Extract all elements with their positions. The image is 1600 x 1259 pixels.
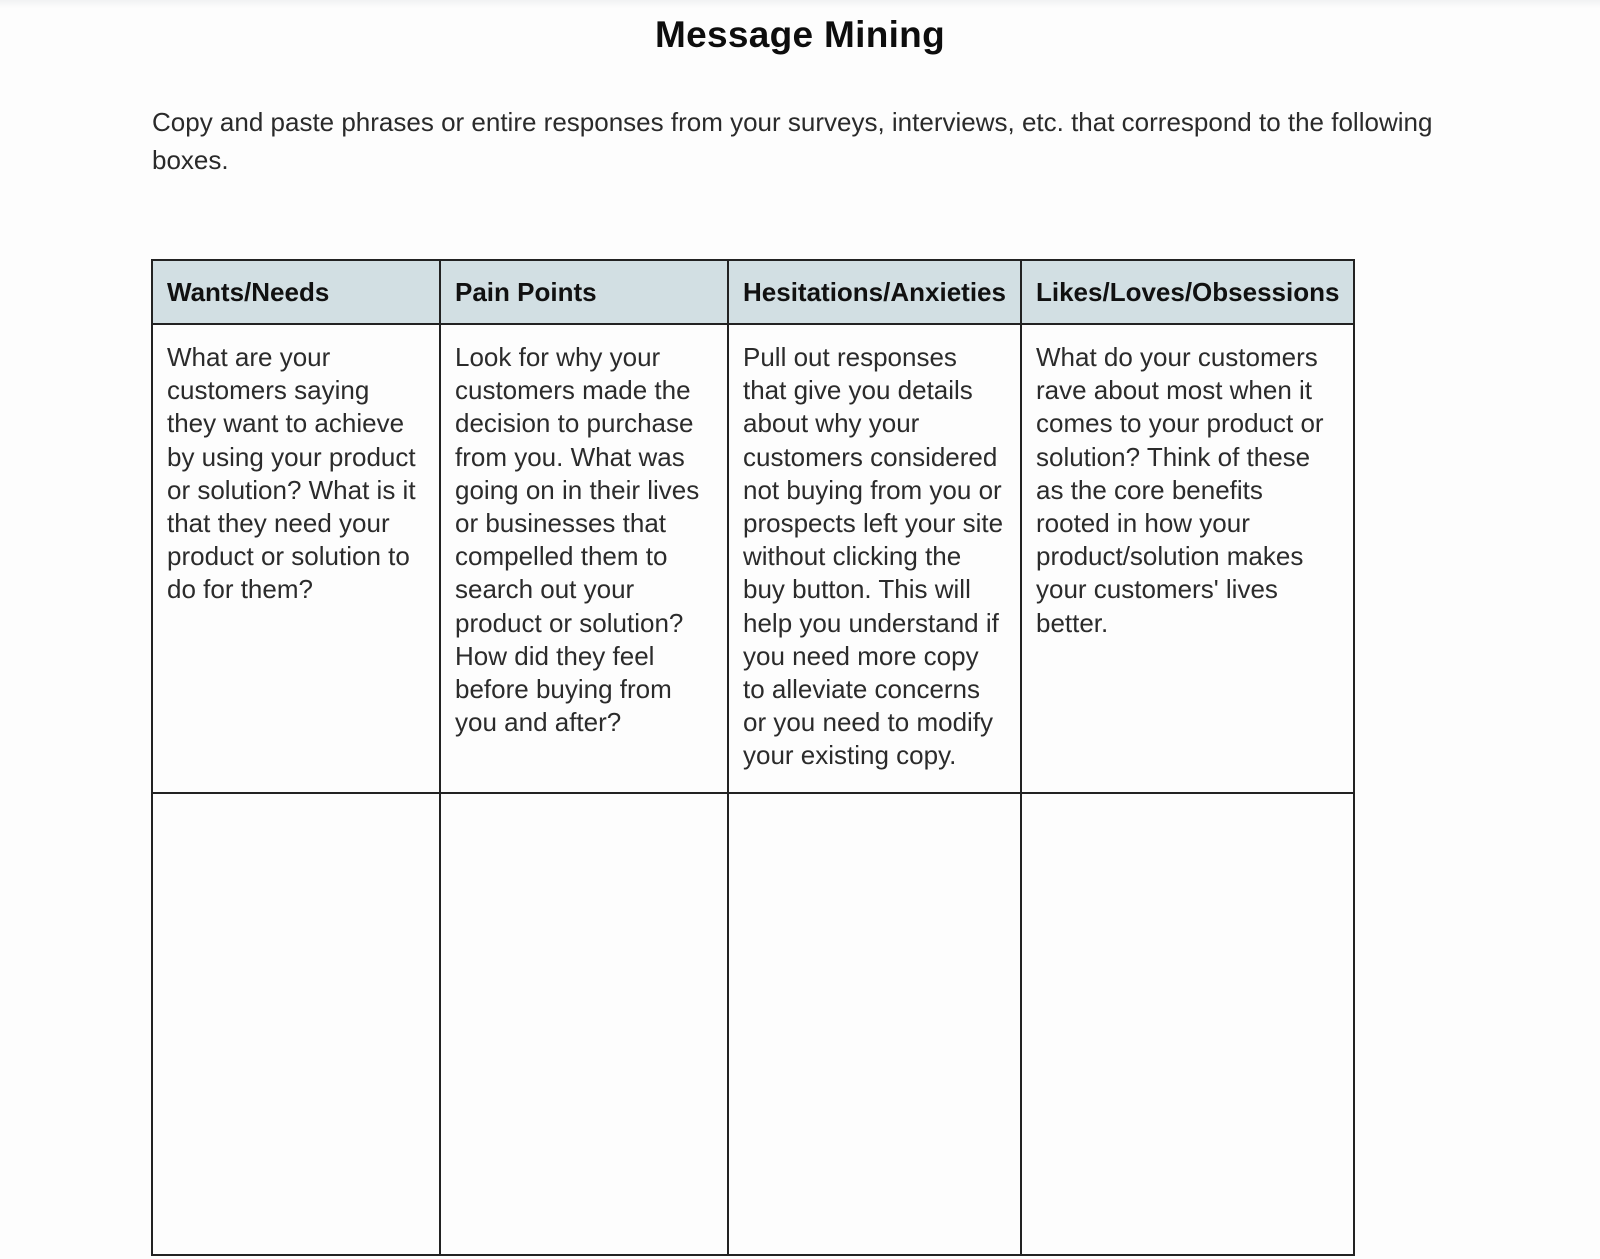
header-pain-points: Pain Points bbox=[440, 260, 728, 324]
description-wants-needs: What are your customers saying they want to achieve by using your product or solution? What is it that they need your product or solution to do for them? bbox=[152, 324, 440, 793]
answer-cell-hesitations-anxieties[interactable] bbox=[728, 793, 1021, 1255]
answer-cell-pain-points[interactable] bbox=[440, 793, 728, 1255]
description-pain-points: Look for why your customers made the decision to purchase from you. What was going on in their lives or businesses that compelled them to search out your product or solution? How did they feel before buying from you and after? bbox=[440, 324, 728, 793]
header-hesitations-anxieties: Hesitations/Anxieties bbox=[728, 260, 1021, 324]
header-wants-needs: Wants/Needs bbox=[152, 260, 440, 324]
intro-paragraph: Copy and paste phrases or entire responses from your surveys, interviews, etc. that correspond to the following boxes. bbox=[152, 107, 1433, 175]
description-likes-loves-obsessions: What do your customers rave about most when it comes to your product or solution? Think of these as the core benefits rooted in how your product/solution makes your customers' lives better. bbox=[1021, 324, 1354, 793]
description-hesitations-anxieties: Pull out responses that give you details about why your customers considered not buying from you or prospects left your site without clicking the buy button. This will help you understand if you need more copy to alleviate concerns or you need to modify your existing copy. bbox=[728, 324, 1021, 793]
answer-cell-wants-needs[interactable] bbox=[152, 793, 440, 1255]
table-header-row bbox=[152, 260, 1354, 324]
answer-input-likes-loves-obsessions[interactable] bbox=[1036, 794, 1339, 1254]
answer-cell-likes-loves-obsessions[interactable] bbox=[1021, 793, 1354, 1255]
table-answer-row bbox=[152, 793, 1354, 1255]
message-mining-table bbox=[151, 259, 1355, 1256]
answer-input-hesitations-anxieties[interactable] bbox=[743, 794, 1006, 1254]
table-description-row bbox=[152, 324, 1354, 793]
answer-input-pain-points[interactable] bbox=[455, 794, 713, 1254]
answer-input-wants-needs[interactable] bbox=[167, 794, 425, 1254]
document-title: Message Mining bbox=[655, 14, 945, 55]
header-likes-loves-obsessions: Likes/Loves/Obsessions bbox=[1021, 260, 1354, 324]
